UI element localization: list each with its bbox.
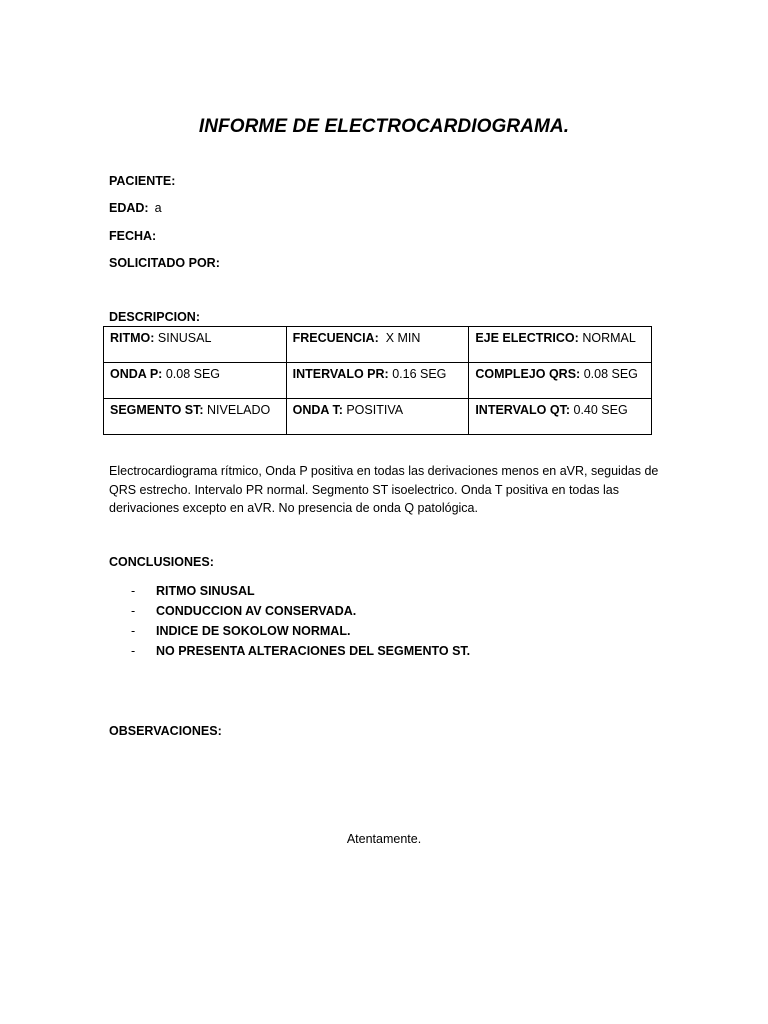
list-item bbox=[131, 581, 470, 601]
cell-key: RITMO: bbox=[110, 331, 155, 345]
list-item-text: NO PRESENTA ALTERACIONES DEL SEGMENTO ST. bbox=[156, 644, 471, 658]
cell-value: 0.40 SEG bbox=[573, 403, 628, 417]
table-cell-complejo-qrs bbox=[469, 363, 652, 399]
list-item-text: RITMO SINUSAL bbox=[156, 584, 255, 598]
cell-value: NORMAL bbox=[582, 331, 636, 345]
closing-text: Atentamente. bbox=[346, 832, 422, 846]
cell-key: ONDA T: bbox=[292, 403, 343, 417]
table-cell-intervalo-qt bbox=[469, 399, 652, 435]
table-row bbox=[104, 327, 652, 363]
field-edad-value: a bbox=[154, 201, 162, 215]
field-solicitado-label: SOLICITADO POR: bbox=[109, 256, 220, 270]
field-fecha bbox=[109, 229, 162, 243]
cell-value: 0.08 SEG bbox=[583, 367, 638, 381]
observaciones-heading: OBSERVACIONES: bbox=[109, 724, 222, 738]
cell-value: SINUSAL bbox=[157, 331, 212, 345]
cell-value: NIVELADO bbox=[207, 403, 271, 417]
cell-value: X MIN bbox=[385, 331, 421, 345]
description-table bbox=[103, 326, 652, 435]
table-cell-segmento-st bbox=[104, 399, 287, 435]
field-paciente bbox=[109, 174, 181, 188]
list-item bbox=[131, 601, 470, 621]
report-title: INFORME DE ELECTROCARDIOGRAMA. bbox=[198, 116, 570, 137]
table-row bbox=[104, 363, 652, 399]
cell-key: INTERVALO PR: bbox=[292, 367, 389, 381]
table-cell-intervalo-pr bbox=[286, 363, 469, 399]
cell-key: COMPLEJO QRS: bbox=[475, 367, 581, 381]
field-edad bbox=[109, 201, 162, 215]
conclusiones-heading: CONCLUSIONES: bbox=[109, 555, 214, 569]
list-item-text: INDICE DE SOKOLOW NORMAL. bbox=[156, 624, 351, 638]
cell-key: EJE ELECTRICO: bbox=[475, 331, 579, 345]
field-edad-label: EDAD: bbox=[109, 201, 149, 215]
cell-key: SEGMENTO ST: bbox=[110, 403, 204, 417]
list-dash: - bbox=[131, 644, 136, 658]
field-solicitado bbox=[109, 256, 226, 270]
table-cell-eje bbox=[469, 327, 652, 363]
cell-key: FRECUENCIA: bbox=[292, 331, 379, 345]
field-paciente-label: PACIENTE: bbox=[109, 174, 176, 188]
cell-value: 0.08 SEG bbox=[165, 367, 221, 381]
description-paragraph: Electrocardiograma rítmico, Onda P positiva en todas las derivaciones menos en aVR, seguidas de QRS estrecho. Intervalo PR normal. Segmento ST isoelectrico. Onda T positiva en todas las derivaciones excepto en aVR. No presencia de onda Q patológica. bbox=[109, 464, 659, 515]
table-cell-onda-p bbox=[104, 363, 287, 399]
descripcion-heading: DESCRIPCION: bbox=[109, 310, 200, 324]
list-item bbox=[131, 621, 470, 641]
list-dash: - bbox=[131, 604, 136, 618]
list-dash: - bbox=[131, 584, 136, 598]
list-item-text: CONDUCCION AV CONSERVADA. bbox=[156, 604, 357, 618]
table-cell-onda-t bbox=[286, 399, 469, 435]
field-fecha-label: FECHA: bbox=[109, 229, 157, 243]
cell-key: ONDA P: bbox=[110, 367, 163, 381]
list-item bbox=[131, 641, 470, 661]
table-row bbox=[104, 399, 652, 435]
table-cell-ritmo bbox=[104, 327, 287, 363]
cell-value: 0.16 SEG bbox=[392, 367, 447, 381]
list-dash: - bbox=[131, 624, 136, 638]
cell-key: INTERVALO QT: bbox=[475, 403, 571, 417]
cell-value: POSITIVA bbox=[346, 403, 404, 417]
conclusions-list bbox=[131, 581, 470, 661]
table-cell-frecuencia bbox=[286, 327, 469, 363]
